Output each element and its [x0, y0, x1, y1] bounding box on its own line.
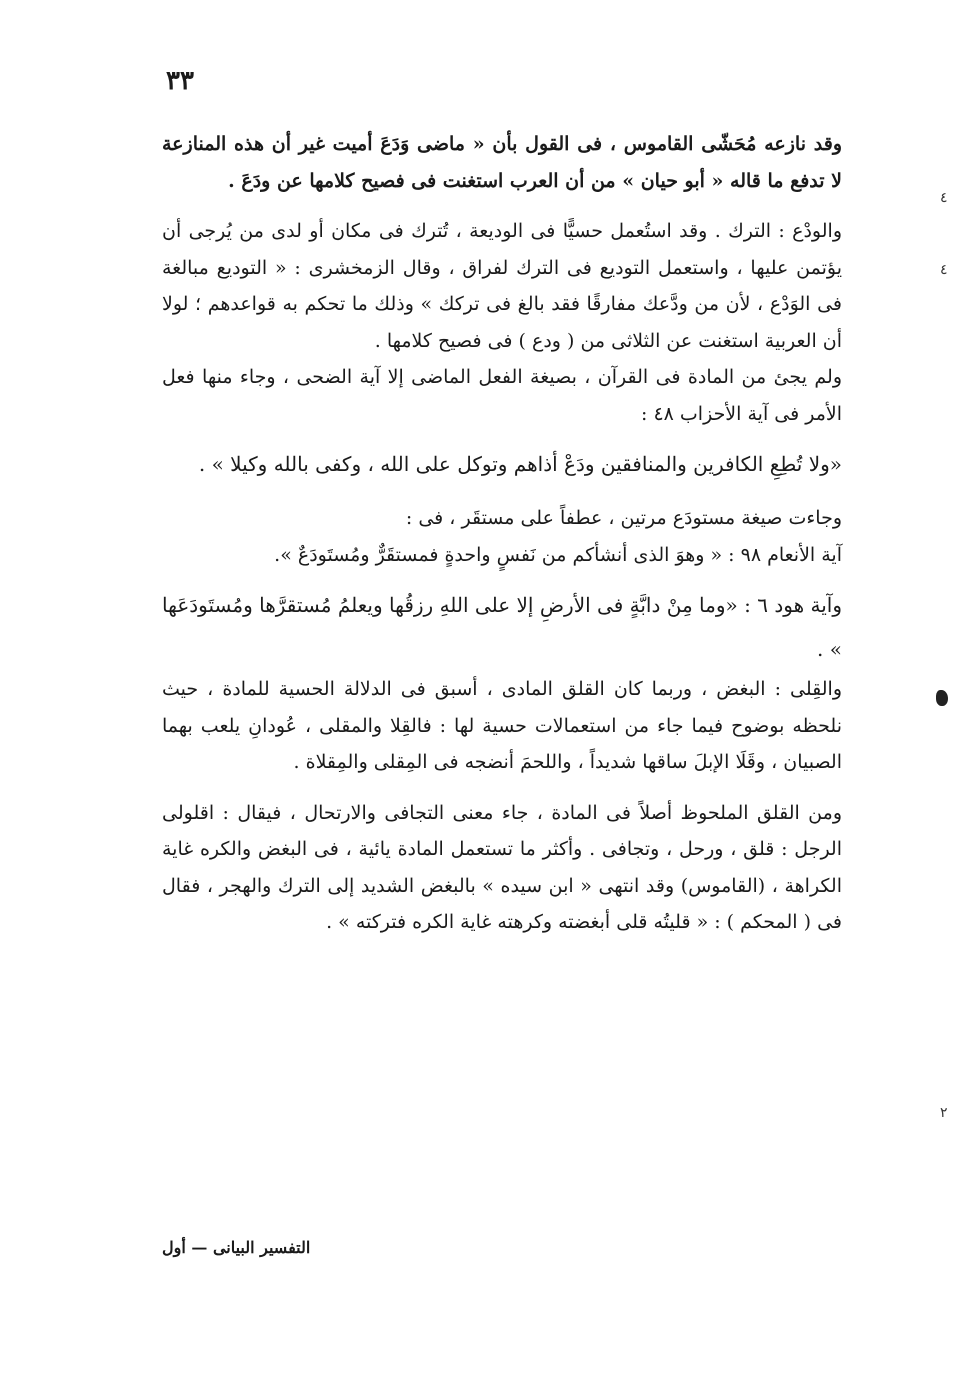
quote-ahzab: «ولا تُطِعِ الكافرين والمنافقين ودَعْ أذاهم وتوكل على الله ، وكفى بالله وكيلا » .: [198, 452, 842, 476]
quote-hud: وآية هود ٦ : «وما مِنْ دابَّةٍ فى الأرضِ إلا على اللهِ رزقُها ويعلمُ مُستقرَّها ومُستَودَعَها » .: [162, 593, 842, 661]
page-number: ٣٣: [166, 66, 194, 96]
margin-mark: ٤: [940, 190, 948, 206]
margin-mark: ٤: [940, 262, 948, 278]
quote-anam: آية الأنعام ٩٨ : « وهوَ الذى أنشأكم من نَفسٍ واحدةٍ فمستقَرٌّ ومُستَودَعٌ ».: [274, 543, 842, 566]
page-footer: التفسير البيانى — أول: [162, 1238, 311, 1257]
paragraph-1: وقد نازعه مُحَشّى القاموس ، فى القول بأن « ماضى وَدَعَ أميت غير أن هذه المنازعة لا تدفع ما قاله « أبو حيان » من أن العرب استغنت فى فصيح كلامها عن ودَعَ .: [162, 133, 842, 192]
page-body: [162, 126, 842, 941]
paragraph-3: ولم يجئ من المادة فى القرآن ، بصيغة الفعل الماضى إلا آية الضحى ، وجاء منها فعل الأمر فى آية الأحزاب ٤٨ :: [162, 366, 842, 425]
ink-blot: [936, 690, 948, 706]
paragraph-6: ومن القلق الملحوظ أصلاً فى المادة ، جاء معنى التجافى والارتحال ، فيقال : اقلولى الرجل : قلق ، ورحل ، وتجافى . وأكثر ما تستعمل المادة يائية ، فى البغض والكره غاية الكراهة ، (القاموس) وقد انتهى « ابن سيده » بالبغض الشديد إلى الترك والهجر ، فقال فى ( المحكم ) : « قليتُه قلى أبغضته وكرهته غاية الكره فتركته » .: [162, 801, 842, 933]
paragraph-4: وجاءت صيغة مستودَع مرتين ، عطفاً على مستقَر ، فى :: [405, 507, 842, 529]
paragraph-2: والودْع : الترك . وقد استُعمل حسيًّا فى الوديعة ، تُترك فى مكان أو لدى من يُرجى أن يؤتمن عليها ، واستعمل التوديع فى الترك لفراق ، وقال الزمخشرى : « التوديع مبالغة فى الوَدْع ، لأن من ودَّعك مفارقًا فقد بالغ فى تركك » وذلك ما تحكم به قواعدهم ؛ لولا أن العربية استغنت عن الثلاثى من ( ودع ) فى فصيح كلامها .: [162, 220, 842, 352]
margin-mark: ٢: [940, 1105, 948, 1121]
paragraph-5: والقِلى : البغض ، وربما كان القلق المادى ، أسبق فى الدلالة الحسية للمادة ، حيث نلحظه بوضوح فيما جاء من استعمالات حسية لها : فالقِلا والمقلى ، عُودانِ يلعب بهما الصبيان ، وقَلَا الإبلَ ساقها شديداً ، واللحمَ أنضجه فى المِقلى والمِقلاة .: [162, 678, 842, 773]
